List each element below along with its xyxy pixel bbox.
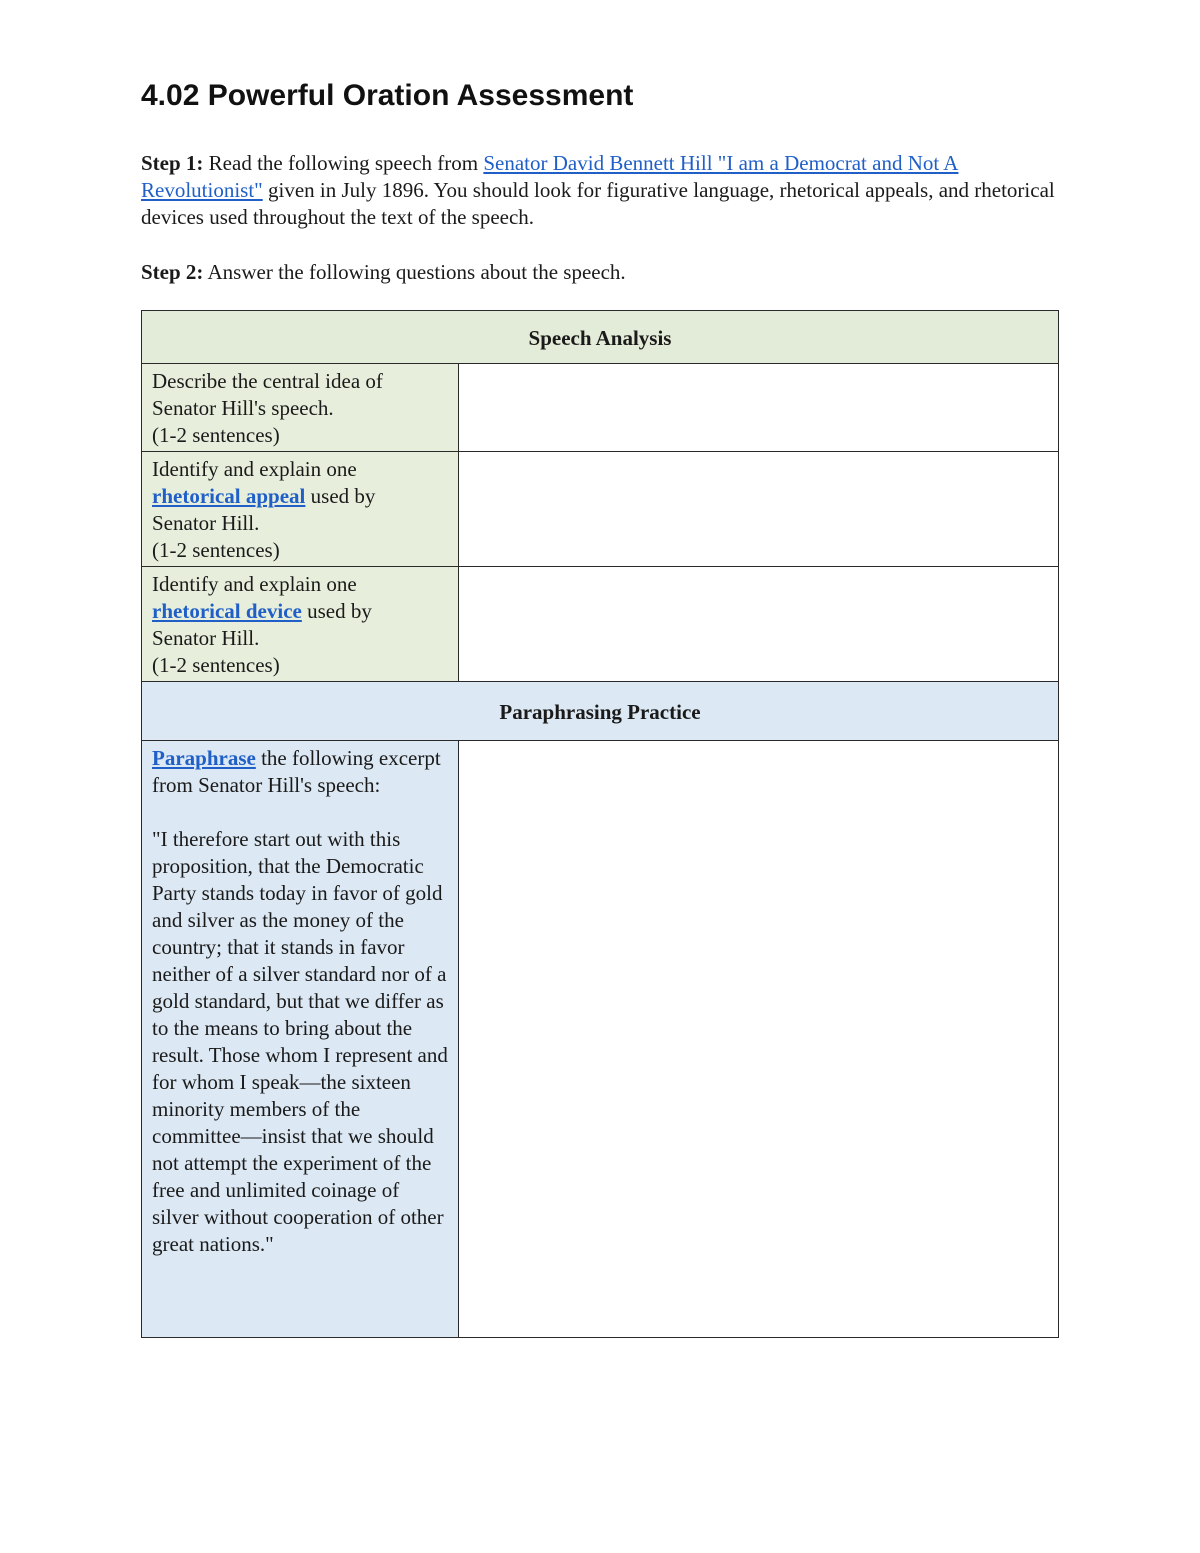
speech-link[interactable]: Senator David Bennett Hill "I am a Democrat and Not A Revolutionist"	[141, 151, 959, 202]
question-rhetorical-device: Identify and explain one rhetorical device used by Senator Hill. (1-2 sentences)	[142, 567, 459, 682]
step-1-text-after: given in July 1896. You should look for figurative language, rhetorical appeals, and rhetorical devices used throughout the text of the speech.	[141, 178, 1055, 229]
table-row	[142, 364, 1059, 452]
step-1-text-before: Read the following speech from	[203, 151, 484, 175]
page-title: 4.02 Powerful Oration Assessment	[141, 79, 634, 112]
question-central-idea: Describe the central idea of Senator Hill's speech. (1-2 sentences)	[142, 364, 459, 452]
answer-central-idea[interactable]	[459, 364, 1059, 452]
speech-analysis-header: Speech Analysis	[142, 311, 1059, 364]
step-2-text: Answer the following questions about the speech.	[203, 260, 626, 284]
answer-rhetorical-appeal[interactable]	[459, 452, 1059, 567]
rhetorical-appeal-link[interactable]: rhetorical appeal	[152, 484, 306, 508]
answer-rhetorical-device[interactable]	[459, 567, 1059, 682]
rhetorical-device-link[interactable]: rhetorical device	[152, 599, 302, 623]
table-row	[142, 567, 1059, 682]
question-paraphrase: Paraphrase the following excerpt from Senator Hill's speech: "I therefore start out with this proposition, that the Democratic Party stands today in favor of gold and silver as the money of the country; that it stands in favor neither of a silver standard nor of a gold standard, but that we differ as to the means to bring about the result. Those whom I represent and for whom I speak—the sixteen minority members of the committee—insist that we should not attempt the experiment of the free and unlimited coinage of silver without cooperation of other great nations."	[142, 741, 459, 1338]
step-2-label: Step 2:	[141, 260, 204, 284]
step-1-label: Step 1:	[141, 151, 204, 175]
speech-excerpt-quote: "I therefore start out with this proposition, that the Democratic Party stands today in favor of gold and silver as the money of the country; that it stands in favor neither of a silver standard nor of a gold standard, but that we differ as to the means to bring about the result. Those whom I represent and for whom I speak—the sixteen minority members of the committee—insist that we should not attempt the experiment of the free and unlimited coinage of silver without cooperation of other great nations."	[152, 827, 448, 1256]
paraphrasing-practice-header: Paraphrasing Practice	[142, 682, 1059, 741]
paraphrase-link[interactable]: Paraphrase	[152, 746, 256, 770]
answer-paraphrase[interactable]	[459, 741, 1059, 1338]
step-2-instructions	[141, 259, 1071, 286]
question-rhetorical-appeal: Identify and explain one rhetorical appeal used by Senator Hill. (1-2 sentences)	[142, 452, 459, 567]
step-1-instructions	[141, 150, 1071, 231]
assessment-table	[141, 310, 1059, 1338]
table-row	[142, 452, 1059, 567]
table-row	[142, 741, 1059, 1338]
